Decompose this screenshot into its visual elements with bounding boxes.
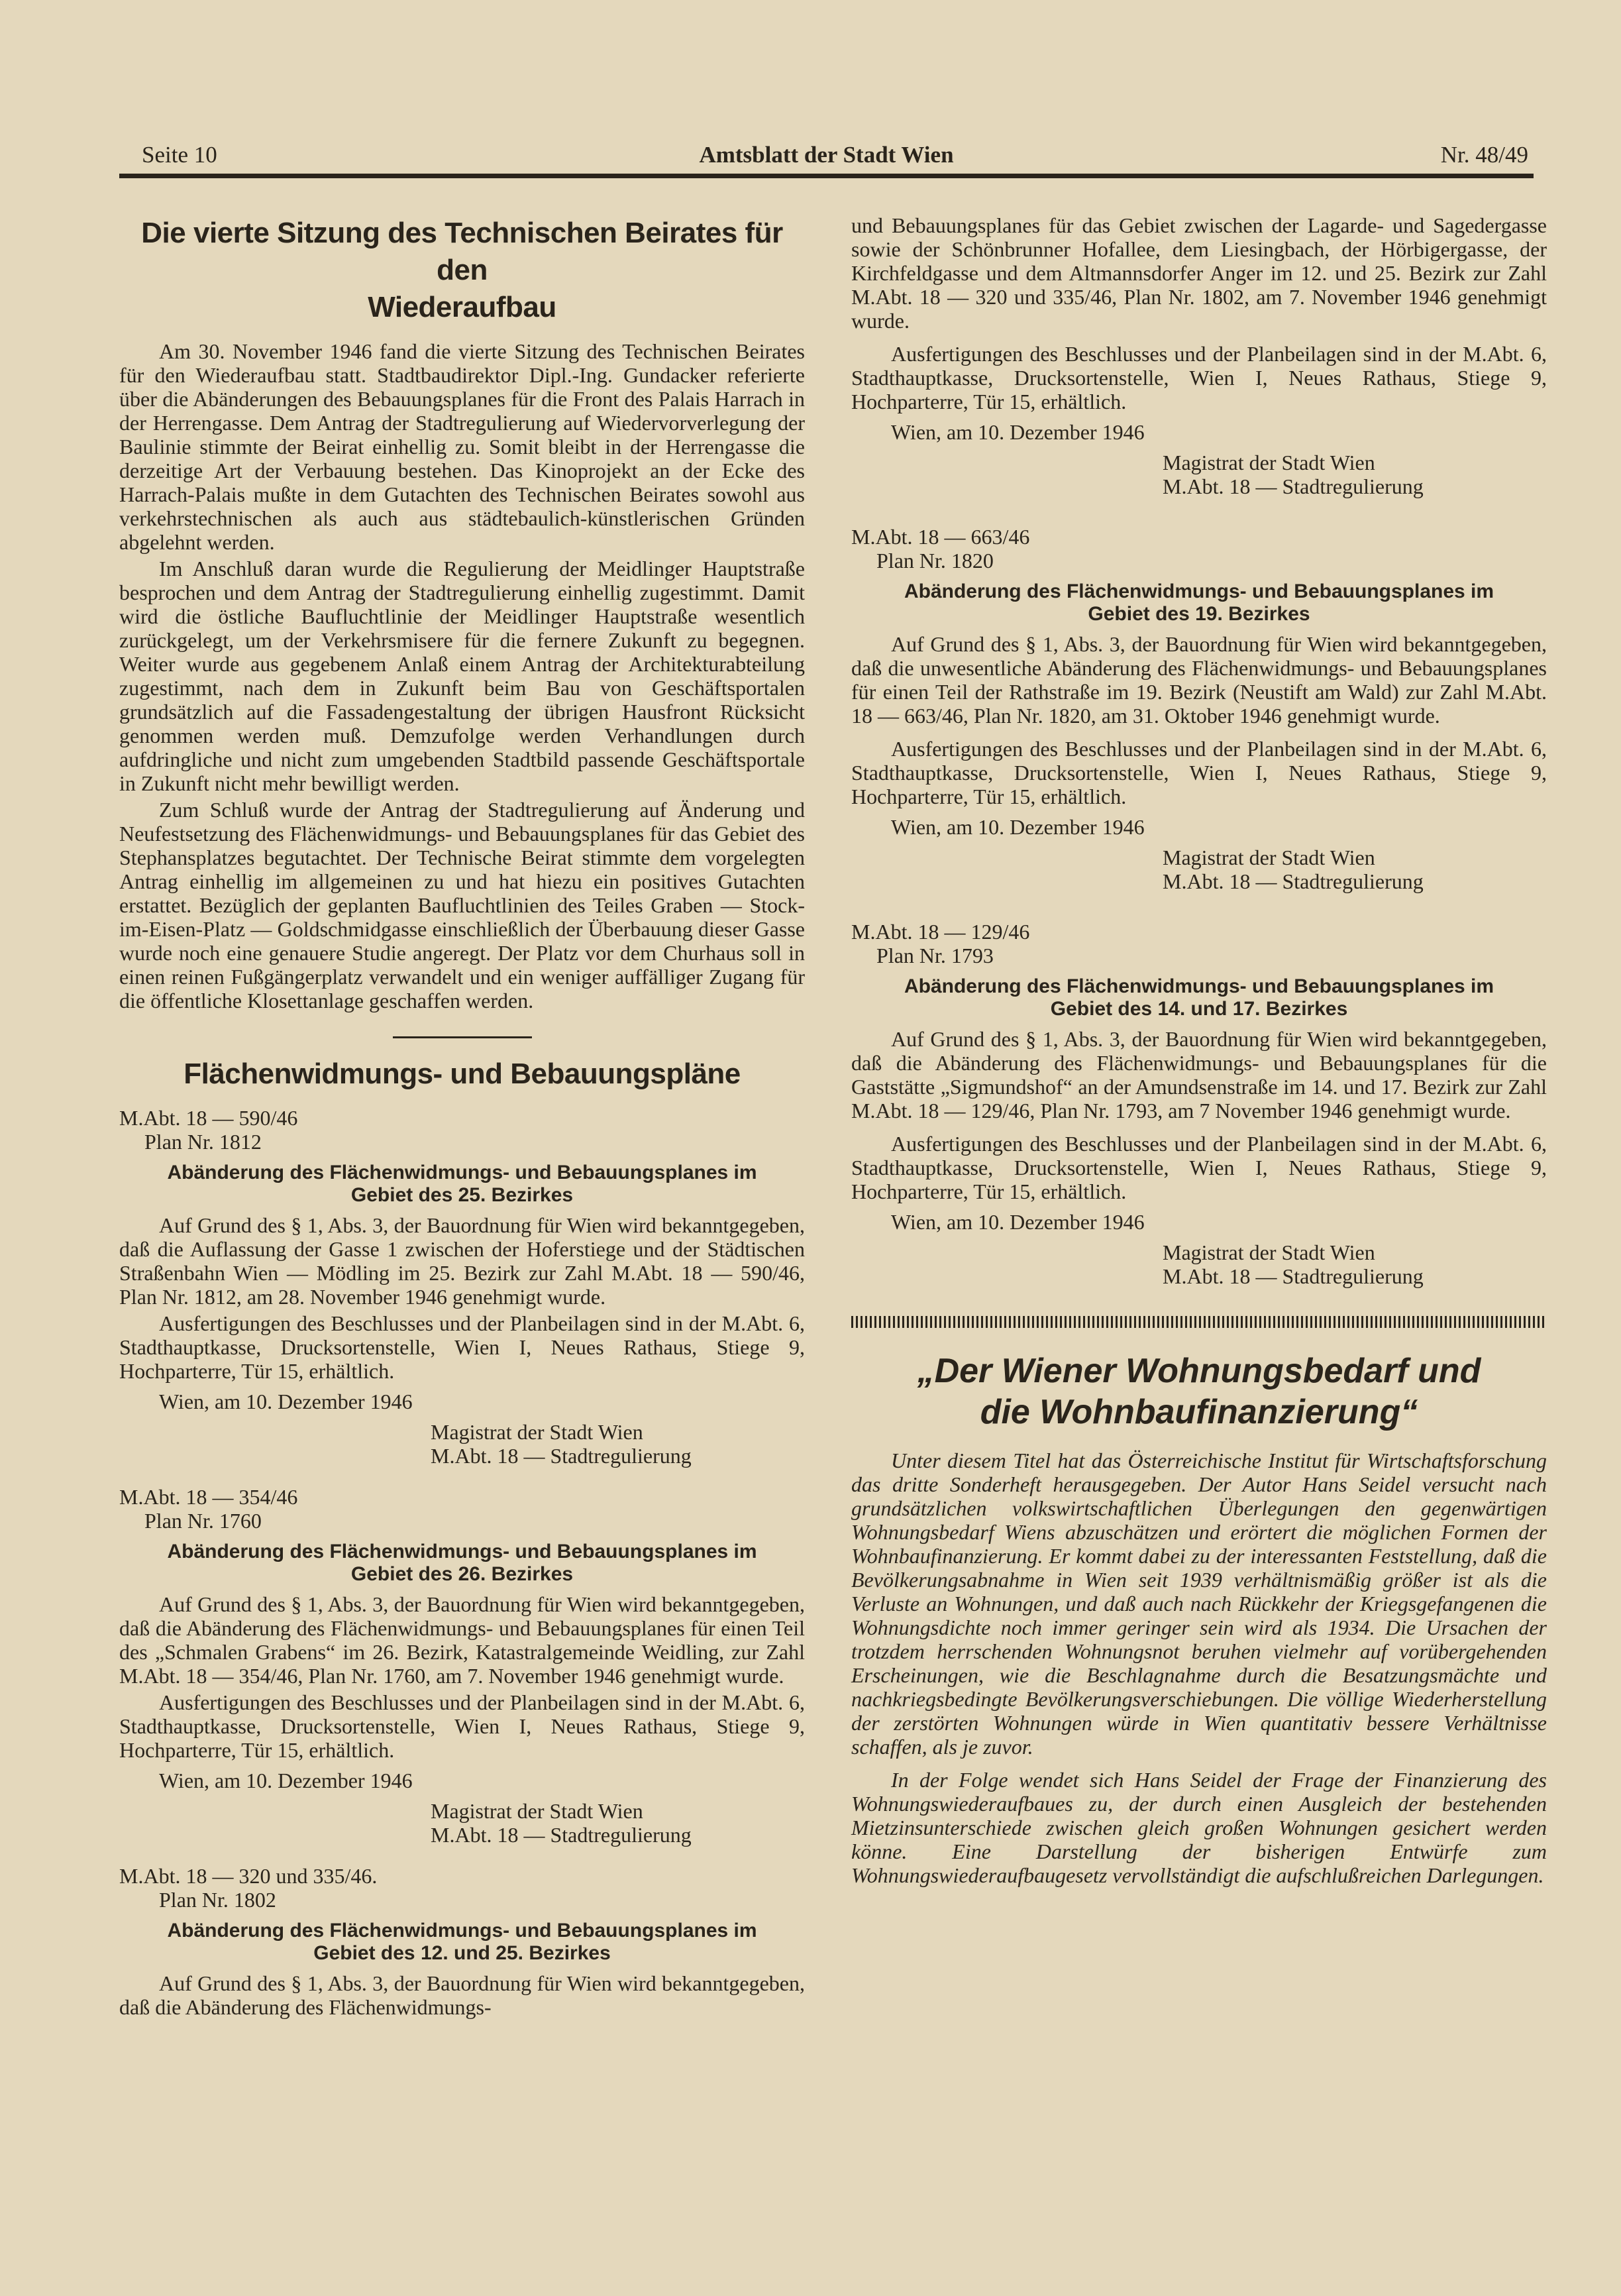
notice-copies: Ausfertigungen des Beschlusses und der Planbeilagen sind in der M.Abt. 6, Stadthauptkasse, Drucksortenstelle, Wien I, Neues Rathaus, Stiege 9, Hochparterre, Tür 15, erhältlich. — [119, 1690, 805, 1762]
notice-body: Auf Grund des § 1, Abs. 3, der Bauordnung für Wien wird bekanntgegeben, daß die Abänderung des Flächenwidmungs- und Bebauungsplanes für einen Teil des „Schmalen Grabens“ im 26. Bezirk, Katastralgemeinde Weidling, zur Zahl M.Abt. 18 — 354/46, Plan Nr. 1760, am 7. November 1946 genehmigt wurde. — [119, 1592, 805, 1688]
signature-line: Magistrat der Stadt Wien — [1163, 846, 1375, 869]
right-column — [851, 199, 1547, 1887]
reference-number: M.Abt. 18 — 320 und 335/46. — [119, 1864, 378, 1888]
notice-heading — [119, 1162, 805, 1207]
publication-title: Amtsblatt der Stadt Wien — [699, 142, 954, 168]
notice-heading-line: Gebiet des 12. und 25. Bezirkes — [313, 1942, 611, 1964]
notice-entry — [119, 1864, 805, 2019]
notice-body: Auf Grund des § 1, Abs. 3, der Bauordnung für Wien wird bekanntgegeben, daß die Auflassung der Gasse 1 zwischen der Hoferstiege und der Städtischen Straßenbahn Wien — Mödling im 25. Bezirk zur Zahl M.Abt. 18 — 590/46, Plan Nr. 1812, am 28. November 1946 genehmigt wurde. — [119, 1213, 805, 1309]
feature-title-line: die Wohnbaufinanzierung“ — [980, 1393, 1418, 1431]
notice-heading-line: Gebiet des 26. Bezirkes — [350, 1563, 574, 1585]
notice-body: Auf Grund des § 1, Abs. 3, der Bauordnung für Wien wird bekanntgegeben, daß die Abänderung des Flächenwidmungs- und Bebauungsplanes für die Gaststätte „Sigmundshof“ an der Amundsenstraße im 14. und 17. Bezirk zur Zahl M.Abt. 18 — 129/46, Plan Nr. 1793, am 7 November 1946 genehmigt wurde. — [851, 1027, 1547, 1122]
signature-line: M.Abt. 18 — Stadtregulierung — [431, 1444, 692, 1468]
plan-number: Plan Nr. 1812 — [144, 1130, 262, 1154]
notice-entry — [851, 525, 1547, 893]
plan-number: Plan Nr. 1802 — [159, 1888, 276, 1912]
notice-heading-line: Gebiet des 14. und 17. Bezirkes — [1050, 998, 1348, 1020]
notice-heading — [119, 1920, 805, 1965]
notice-heading — [851, 580, 1547, 626]
page-number: Seite 10 — [142, 142, 217, 168]
notice-entry — [119, 1106, 805, 1468]
issue-number: Nr. 48/49 — [1440, 142, 1528, 168]
notice-heading-line: Abänderung des Flächenwidmungs- und Bebauungsplanes im — [167, 1541, 757, 1562]
plan-number: Plan Nr. 1760 — [144, 1509, 262, 1533]
notice-heading-line: Gebiet des 19. Bezirkes — [1088, 603, 1310, 625]
notice-copies: Ausfertigungen des Beschlusses und der Planbeilagen sind in der M.Abt. 6, Stadthauptkasse, Drucksortenstelle, Wien I, Neues Rathaus, Stiege 9, Hochparterre, Tür 15, erhältlich. — [119, 1311, 805, 1383]
signature-line: Magistrat der Stadt Wien — [431, 1799, 643, 1823]
notice-copies: Ausfertigungen des Beschlusses und der Planbeilagen sind in der M.Abt. 6, Stadthauptkasse, Drucksortenstelle, Wien I, Neues Rathaus, Stiege 9, Hochparterre, Tür 15, erhältlich. — [851, 1132, 1547, 1203]
article-title-line: Wiederaufbau — [368, 291, 556, 323]
plan-number: Plan Nr. 1820 — [876, 549, 994, 573]
reference-number: M.Abt. 18 — 590/46 — [119, 1106, 298, 1130]
notice-copies: Ausfertigungen des Beschlusses und der Planbeilagen sind in der M.Abt. 6, Stadthauptkasse, Drucksortenstelle, Wien I, Neues Rathaus, Stiege 9, Hochparterre, Tür 15, erhältlich. — [851, 342, 1547, 413]
reference-number: M.Abt. 18 — 663/46 — [851, 525, 1030, 549]
signature-line: Magistrat der Stadt Wien — [431, 1420, 643, 1444]
reference-number: M.Abt. 18 — 129/46 — [851, 920, 1030, 944]
notice-heading-line: Abänderung des Flächenwidmungs- und Bebauungsplanes im — [167, 1162, 757, 1183]
notice-date: Wien, am 10. Dezember 1946 — [891, 420, 1145, 444]
signature-line: M.Abt. 18 — Stadtregulierung — [431, 1823, 692, 1847]
notice-entry — [119, 1485, 805, 1847]
notice-date: Wien, am 10. Dezember 1946 — [159, 1769, 413, 1792]
left-column — [119, 199, 805, 2019]
feature-title-line: „Der Wiener Wohnungsbedarf und — [917, 1352, 1481, 1390]
feature-paragraph: In der Folge wendet sich Hans Seidel der Frage der Finanzierung des Wohnungswiederaufbaues zu, der durch einen Ausgleich der bestehenden Mietzinsunterschiede zwischen gleich großen Wohnungen gesichert werden könne. Eine Darstellung der bisherigen Entwürfe zum Wohnungswiederaufbaugesetz vervollständigt die aufschlußreichen Darlegungen. — [851, 1768, 1547, 1887]
feature-title — [851, 1350, 1547, 1433]
signature-line: Magistrat der Stadt Wien — [1163, 1240, 1375, 1264]
article-title-line: Die vierte Sitzung des Technischen Beirates für den — [141, 217, 783, 286]
notice-date: Wien, am 10. Dezember 1946 — [891, 815, 1145, 839]
feature-paragraph: Unter diesem Titel hat das Österreichische Institut für Wirtschaftsforschung das dritte Sonderheft herausgegeben. Der Autor Hans Seidel versucht nach grundsätzlichen volkswirtschaftlichen Überlegungen den gegenwärtigen Wohnungsbedarf Wiens abzuschätzen und erörtert die möglichen Formen der Wohnbaufinanzierung. Er kommt dabei zu der interessanten Feststellung, daß die Bevölkerungsabnahme in Wien seit 1939 verhältnismäßig größer ist als die Verluste an Wohnungen, und daß auch nach Rückkehr der Kriegsgefangenen die Wohnungsdichte noch immer geringer sein wird als 1934. Die Ursachen der trotzdem herrschenden Wohnungsnot beruhen vielmehr auf vorübergehenden Erscheinungen, wie die Beschlagnahme durch die Besatzungsmächte und nachkriegsbedingte Bevölkerungsverschiebungen. Die völlige Wiederherstellung der zerstörten Wohnungen würde in Wien quantitativ bessere Verhältnisse schaffen, als je zuvor. — [851, 1449, 1547, 1759]
notice-heading-line: Abänderung des Flächenwidmungs- und Bebauungsplanes im — [904, 975, 1494, 997]
notice-date: Wien, am 10. Dezember 1946 — [159, 1390, 413, 1413]
notice-reference — [851, 920, 1547, 967]
signature-line: M.Abt. 18 — Stadtregulierung — [1163, 869, 1424, 893]
reference-number: M.Abt. 18 — 354/46 — [119, 1485, 298, 1509]
continuation-body: und Bebauungsplanes für das Gebiet zwischen der Lagarde- und Sagedergasse sowie der Schönbrunner Hofallee, dem Liesingbach, der Hörbigergasse, der Kirchfeldgasse und dem Altmannsdorfer Anger im 12. und 25. Bezirk zur Zahl M.Abt. 18 — 320 und 335/46, Plan Nr. 1802, am 7. November 1946 genehmigt wurde. — [851, 213, 1547, 333]
article-title — [119, 215, 805, 326]
notice-heading-line: Abänderung des Flächenwidmungs- und Bebauungsplanes im — [904, 580, 1494, 602]
article-paragraph: Am 30. November 1946 fand die vierte Sitzung des Technischen Beirates für den Wiederaufbau statt. Stadtbaudirektor Dipl.-Ing. Gundacker referierte über die Abänderungen des Bebauungsplanes für die Front des Palais Harrach in der Herrengasse. Dem Antrag der Stadtregulierung auf Wiedervorverlegung der Baulinie stimmte der Beirat einhellig zu. Somit bleibt in der Herrengasse die derzeitige Art der Verbauung bestehen. Das Kinoprojekt an der Ecke des Harrach-Palais mußte in dem Gutachten des Technischen Beirates sowohl aus verkehrstechnischen als auch aus städtebaulich-künstlerischen Gründen abgelehnt werden. — [119, 339, 805, 554]
signature-line: M.Abt. 18 — Stadtregulierung — [1163, 474, 1424, 498]
section-title: Flächenwidmungs- und Bebauungspläne — [183, 1058, 741, 1090]
notice-reference — [119, 1864, 805, 1912]
notice-copies: Ausfertigungen des Beschlusses und der Planbeilagen sind in der M.Abt. 6, Stadthauptkasse, Drucksortenstelle, Wien I, Neues Rathaus, Stiege 9, Hochparterre, Tür 15, erhältlich. — [851, 737, 1547, 808]
article-paragraph: Zum Schluß wurde der Antrag der Stadtregulierung auf Änderung und Neufestsetzung des Flächenwidmungs- und Bebauungsplanes für das Gebiet des Stephansplatzes begutachtet. Der Technische Beirat stimmte dem vorgelegten Antrag einhellig im allgemeinen zu und hat hiezu ein positives Gutachten erstattet. Bezüglich der geplanten Baufluchtlinien des Teiles Graben — Stock-im-Eisen-Platz — Goldschmidgasse einschließlich der Überbauung dieser Gasse wurde noch eine genauere Studie angeregt. Der Platz vor dem Churhaus soll in einen reinen Fußgängerplatz verwandelt und ein weniger auffälliger Zugang für die öffentliche Klosettanlage geschaffen werden. — [119, 798, 805, 1012]
notice-entry — [851, 920, 1547, 1288]
ornamental-divider — [851, 1316, 1547, 1328]
signature-line: M.Abt. 18 — Stadtregulierung — [1163, 1264, 1424, 1288]
notice-reference — [119, 1485, 805, 1533]
notice-heading — [851, 975, 1547, 1020]
header-rule — [119, 174, 1534, 178]
article-paragraph: Im Anschluß daran wurde die Regulierung der Meidlinger Hauptstraße besprochen und dem Antrag der Stadtregulierung einhellig zugestimmt. Damit wird die östliche Baufluchtlinie der Meidlinger Hauptstraße wesentlich zurückgelegt, um der Verkehrsmisere für die fernere Zukunft zu begegnen. Weiter wurde aus gegebenem Anlaß einem Antrag der Architekturabteilung zugestimmt, nach dem in Zukunft beim Bau von Geschäftsportalen grundsätzlich auf die Fassadengestaltung der übrigen Hausfront Rücksicht genommen werden muß. Demzufolge werden Verhandlungen durch aufdringliche und nicht zum umgebenden Stadtbild passende Geschäftsportale in Zukunft nicht mehr bewilligt werden. — [119, 557, 805, 795]
section-separator — [393, 1036, 532, 1038]
notice-body: Auf Grund des § 1, Abs. 3, der Bauordnung für Wien wird bekanntgegeben, daß die Abänderung des Flächenwidmungs- — [119, 1971, 805, 2019]
notice-reference — [851, 525, 1547, 573]
notice-date: Wien, am 10. Dezember 1946 — [891, 1210, 1145, 1234]
signature-line: Magistrat der Stadt Wien — [1163, 451, 1375, 474]
notice-body: Auf Grund des § 1, Abs. 3, der Bauordnung für Wien wird bekanntgegeben, daß die unwesentliche Abänderung des Flächenwidmungs- und Bebauungsplanes für einen Teil der Rathstraße im 19. Bezirk (Neustift am Wald) zur Zahl M.Abt. 18 — 663/46, Plan Nr. 1820, am 31. Oktober 1946 genehmigt wurde. — [851, 632, 1547, 728]
notice-reference — [119, 1106, 805, 1154]
notice-heading-line: Abänderung des Flächenwidmungs- und Bebauungsplanes im — [167, 1920, 757, 1941]
notice-heading-line: Gebiet des 25. Bezirkes — [350, 1184, 574, 1206]
plan-number: Plan Nr. 1793 — [876, 944, 994, 967]
notice-heading — [119, 1541, 805, 1586]
